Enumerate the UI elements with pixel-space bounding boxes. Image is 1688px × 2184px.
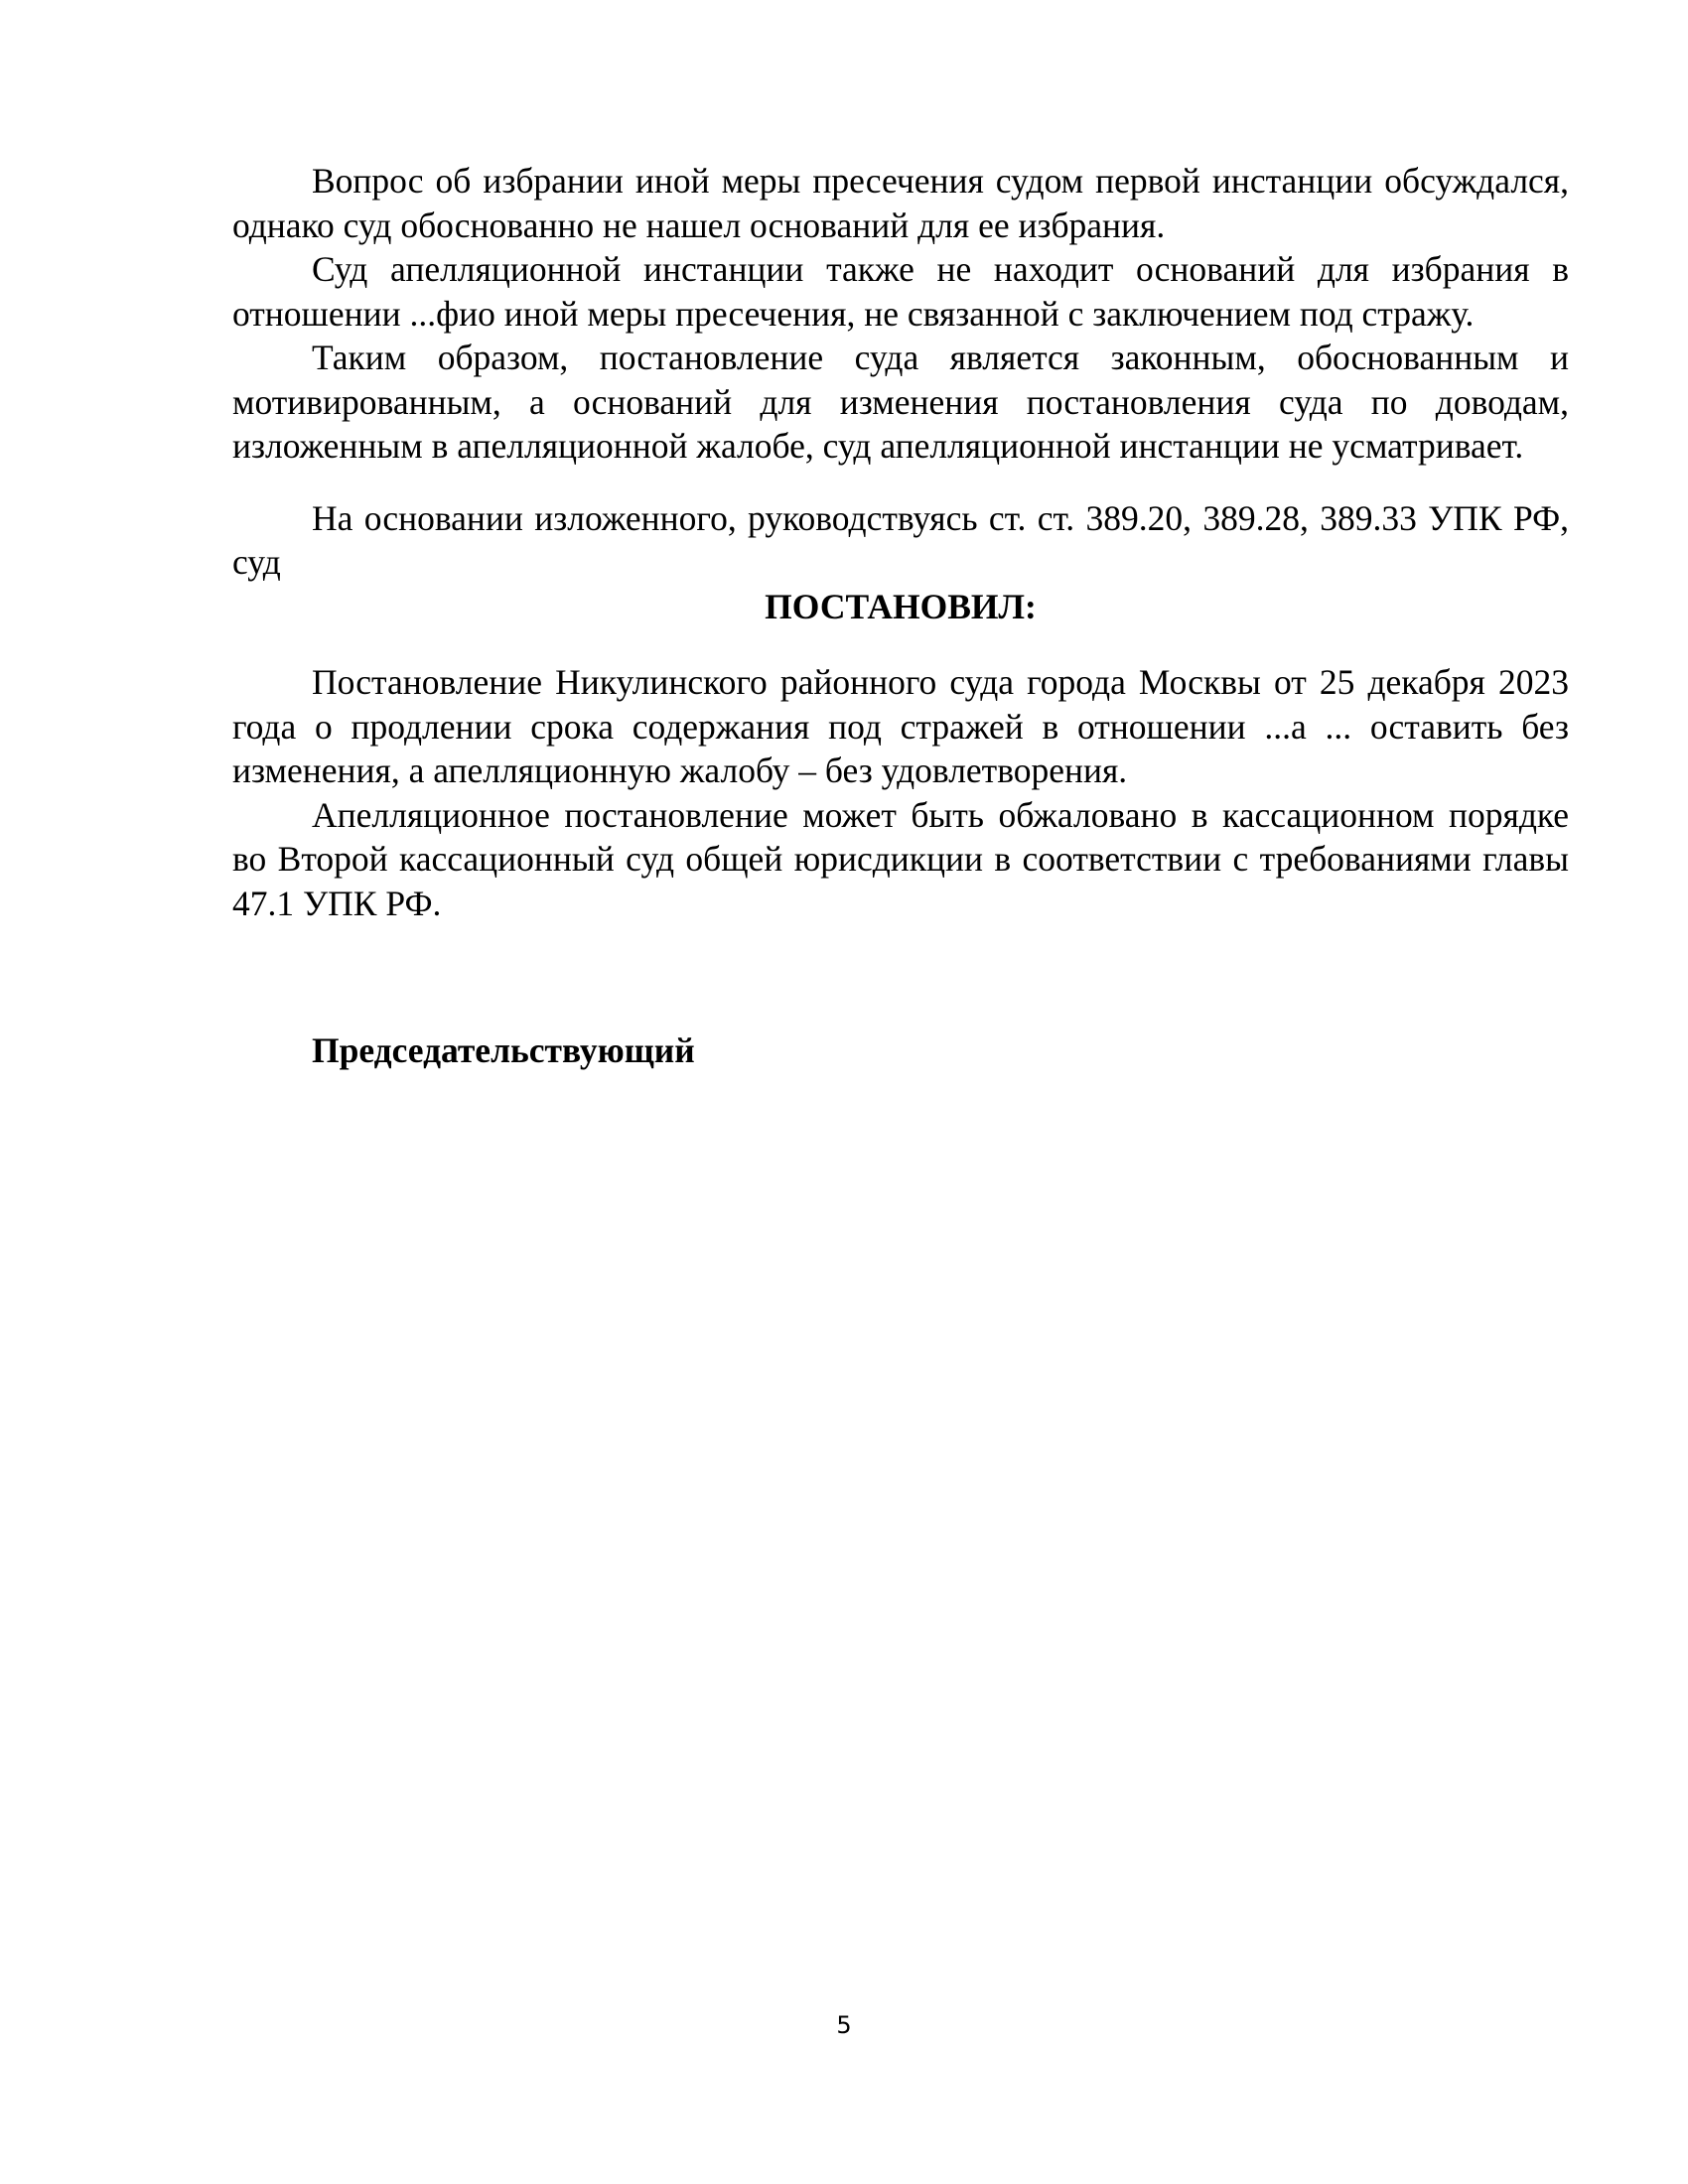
page-number: 5 xyxy=(836,2011,852,2039)
paragraph-legal-basis: На основании изложенного, руководствуясь ст. ст. 389.20, 389.28, 389.33 УПК РФ, суд xyxy=(232,497,1569,582)
paragraph-preventive-measure-first-instance: Вопрос об избрании иной меры пресечения судом первой инстанции обсуждался, однако суд обоснованно не нашел оснований для ее избрания. xyxy=(232,161,1569,245)
paragraph-ruling: Постановление Никулинского районного суда города Москвы от 25 декабря 2023 года о продлении срока содержания под стражей в отношении ...а ... оставить без изменения, а апелляционную жалобу – без удовлетворения. xyxy=(232,662,1569,790)
paragraph-appeal-court-no-grounds: Суд апелляционной инстанции также не находит оснований для избрания в отношении ...фио иной меры пресечения, не связанной с заключением под стражу. xyxy=(232,249,1569,334)
document-body xyxy=(232,159,1569,1073)
paragraph-decision-lawful: Таким образом, постановление суда является законным, обоснованным и мотивированным, а оснований для изменения постановления суда по доводам, изложенным в апелляционной жалобе, суд апелляционной инстанции не усматривает. xyxy=(232,338,1569,466)
paragraph-cassation-appeal: Апелляционное постановление может быть обжаловано в кассационном порядке во Второй кассационный суд общей юрисдикции в соответствии с требованиями главы 47.1 УПК РФ. xyxy=(232,794,1569,923)
signature-title: Председательствующий xyxy=(312,1030,695,1070)
resolution-heading: ПОСТАНОВИЛ: xyxy=(765,586,1037,626)
